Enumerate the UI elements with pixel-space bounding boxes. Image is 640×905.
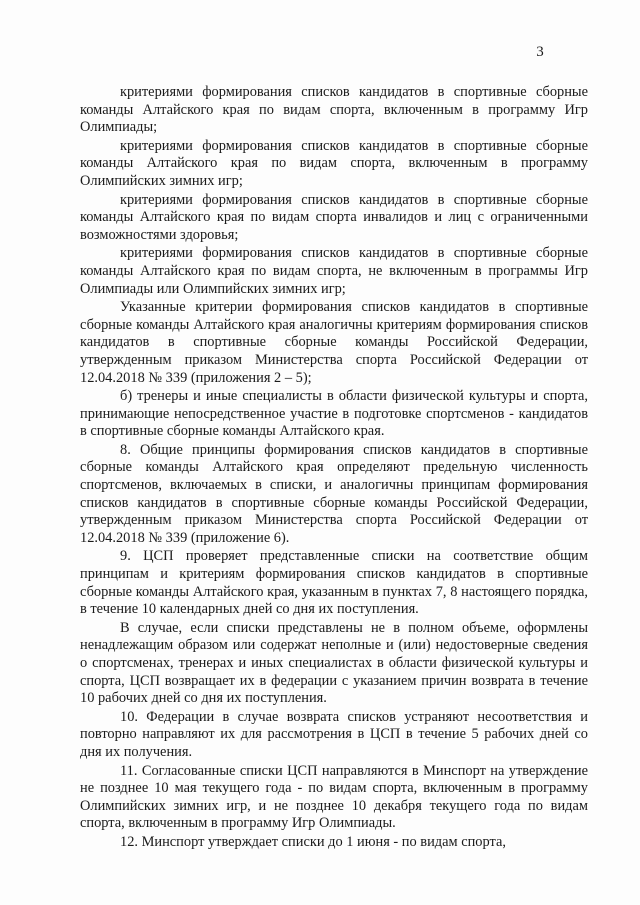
document-body: [80, 84, 588, 853]
paragraph-item-12: 12. Минспорт утверждает списки до 1 июня - по видам спорта,: [120, 833, 506, 850]
paragraph-item-11: 11. Согласованные списки ЦСП направляются в Минспорт на утверждение не позднее 10 мая текущего года - по видам спорта, включенным в программу Олимпийских зимних игр, и не позднее 10 декабря текущего года по видам спорта, включенным в программу Игр Олимпиады.: [80, 762, 588, 832]
paragraph-item-8: 8. Общие принципы формирования списков кандидатов в спортивные сборные команды Алтайского края определяют предельную численность спортсменов, включаемых в списки, и аналогичны принципам формирования списков кандидатов в спортивные сборные команды Российской Федерации, утвержденным приказом Министерства спорта Российской Федерации от 12.04.2018 № 339 (приложение 6).: [80, 441, 588, 546]
paragraph-criteria-non-olympic: критериями формирования списков кандидатов в спортивные сборные команды Алтайского края по видам спорта, не включенным в программы Игр Олимпиады или Олимпийских зимних игр;: [80, 245, 588, 297]
paragraph-item-9: 9. ЦСП проверяет представленные списки на соответствие общим принципам и критериям формирования списков кандидатов в спортивные сборные команды Алтайского края, указанным в пунктах 7, 8 настоящего порядка, в течение 10 календарных дней со дня их поступления.: [80, 548, 588, 618]
page-number: 3: [536, 44, 544, 60]
paragraph-criteria-disabled-sports: критериями формирования списков кандидатов в спортивные сборные команды Алтайского края по видам спорта инвалидов и лиц с ограниченными возможностями здоровья;: [80, 191, 588, 243]
paragraph-criteria-analogous: Указанные критерии формирования списков кандидатов в спортивные сборные команды Алтайского края аналогичны критериям формирования списков кандидатов в спортивные сборные команды Российской Федерации, утвержденным приказом Министерства спорта Российской Федерации от 12.04.2018 № 339 (приложения 2 – 5);: [80, 299, 588, 386]
paragraph-item-10: 10. Федерации в случае возврата списков устраняют несоответствия и повторно направляют их для рассмотрения в ЦСП в течение 5 рабочих дней со дня их получения.: [80, 708, 588, 760]
paragraph-criteria-winter-games: критериями формирования списков кандидатов в спортивные сборные команды Алтайского края по видам спорта, включенным в программу Олимпийских зимних игр;: [80, 137, 588, 189]
paragraph-return-case: В случае, если списки представлены не в полном объеме, оформлены ненадлежащим образом или содержат неполные и (или) недостоверные сведения о спортсменах, тренерах и иных специалистах в области физической культуры и спорта, ЦСП возвращает их в федерации с указанием причин возврата в течение 10 рабочих дней со дня их поступления.: [80, 619, 588, 707]
paragraph-coaches-specialists: б) тренеры и иные специалисты в области физической культуры и спорта, принимающие непосредственное участие в подготовке спортсменов - кандидатов в спортивные сборные команды Алтайского края.: [80, 388, 588, 440]
paragraph-criteria-olympiad: критериями формирования списков кандидатов в спортивные сборные команды Алтайского края по видам спорта, включенным в программу Игр Олимпиады;: [80, 84, 588, 136]
